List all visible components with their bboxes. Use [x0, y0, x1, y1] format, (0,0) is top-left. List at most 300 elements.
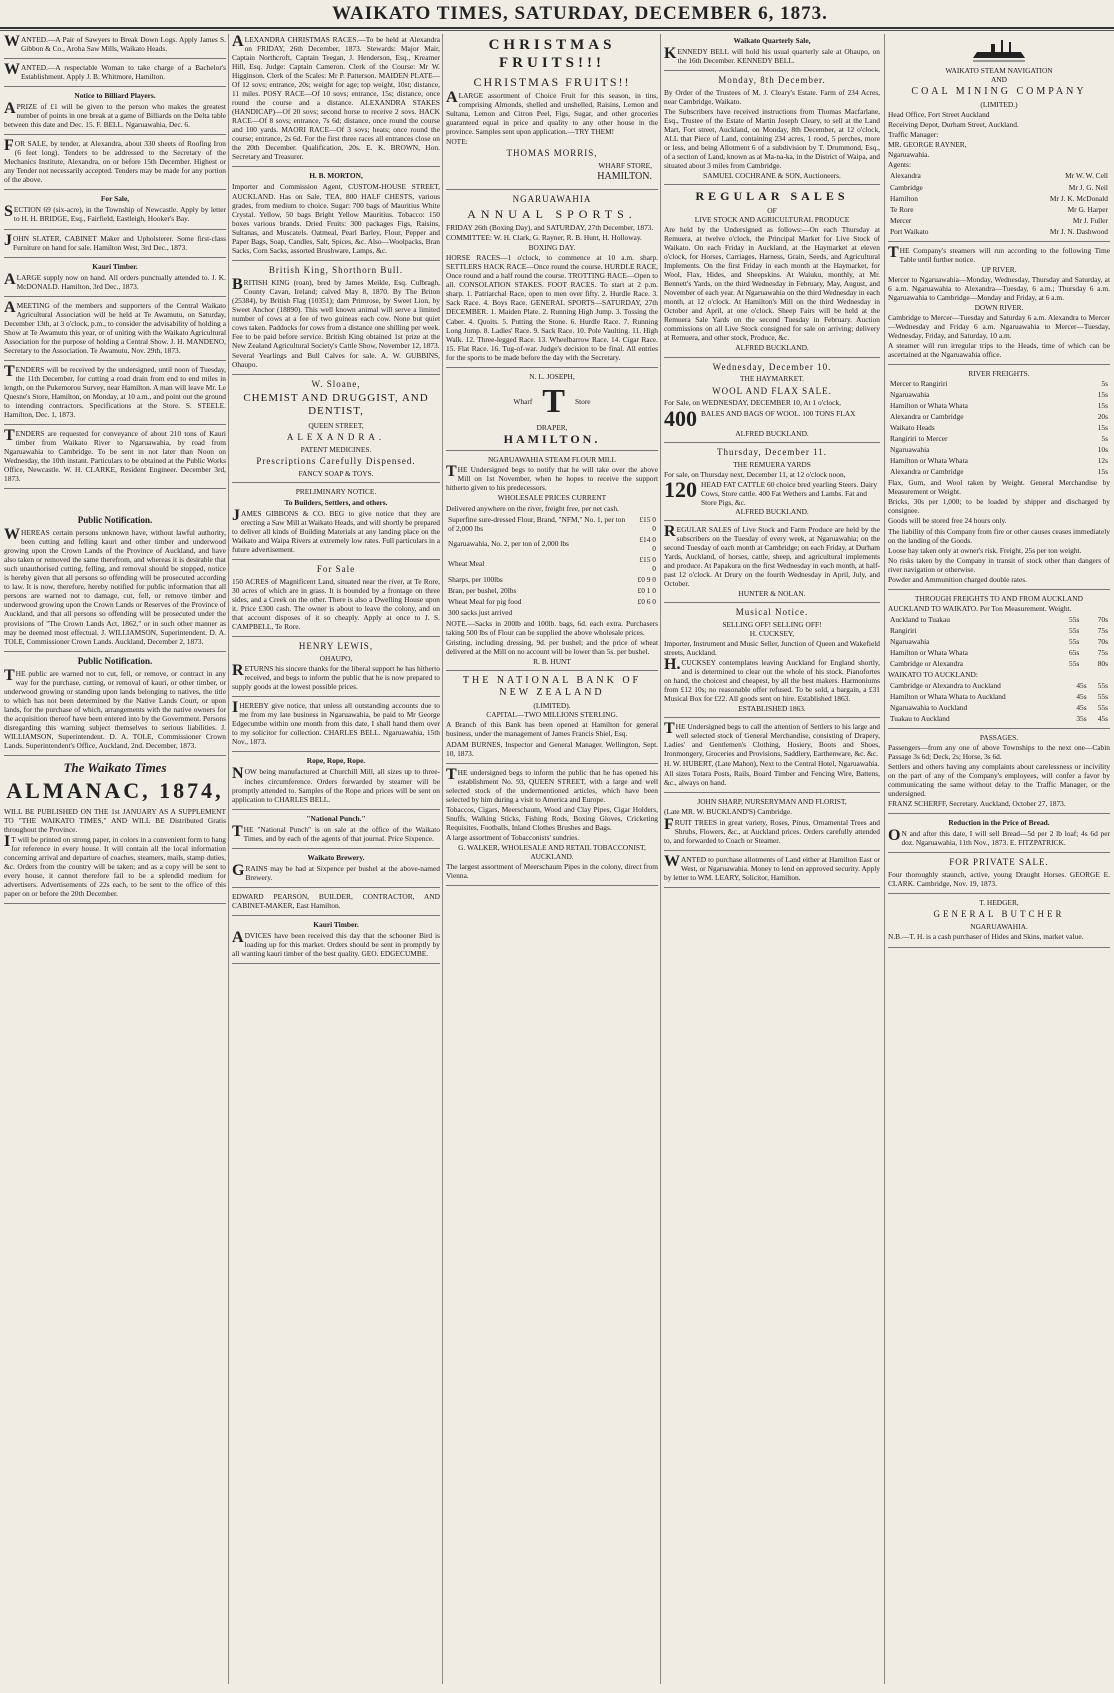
ad-heading: For Sale,: [100, 194, 130, 204]
table-cell: Superfine sure-dressed Flour, Brand, "NFM," No. 1, per ton of 2,000 lbs: [448, 514, 626, 533]
table-cell: Bran, per bushel, 20lbs: [448, 585, 517, 595]
ad-heading: Thursday, December 11.: [716, 446, 828, 457]
ad-text: NOTE.—Sacks in 200lb and 100lb. bags, 6d. each extra. Purchasers taking 500 lbs of Flour can be supplied the above wholesale prices.: [446, 618, 658, 637]
ad-heading: Public Notification.: [77, 515, 153, 526]
ad-text: Loose hay taken only at owner's risk. Freight, 25s per ton weight.: [888, 545, 1082, 555]
ad-public-notification-1: [4, 515, 226, 651]
ad-passages: [888, 733, 1110, 814]
ad-annual-sports: [446, 194, 658, 368]
column-3: [446, 34, 658, 1684]
ad-text: THE HAYMARKET.: [739, 374, 805, 384]
ad-text: (LIMITED).: [533, 701, 571, 711]
table-row: [888, 411, 1110, 422]
table-cell: Mr G. Harper: [1067, 204, 1108, 214]
ad-text: Cambridge to Mercer—Tuesday and Saturday 6 a.m. Alexandra to Mercer—Wednesday and Friday 6 a.m. Ngaruawahia to Mercer—Tuesday, Wednesday, Friday, and Saturday, 10 a.m.: [888, 312, 1110, 340]
ad-text: FRANZ SCHERFF, Secretary. Auckland, October 27, 1873.: [888, 799, 1066, 809]
ad-timetable: [888, 243, 1110, 365]
table-cell: 300 sacks just arrived: [448, 607, 513, 617]
ad-text: (Late MR. W. BUCKLAND'S) Cambridge.: [664, 807, 792, 817]
ad-heading: THE NATIONAL BANK OF NEW ZEALAND: [462, 675, 642, 699]
ad-pearson: [232, 892, 440, 916]
ad-text: Gristing, including dressing, 9d. per bushel; and the price of wheat delivered at the Mill on no account will be lower than 5s. per bushel.: [446, 637, 658, 656]
ad-text: APRIZE of £1 will be given to the person who makes the greatest number of points in one break at a game of Billiards on the Delta table between this date and Dec. 15. F. BELL. Ngaruawahia, Dec. 6.: [4, 100, 226, 130]
ad-hunter-nolan: [664, 522, 880, 603]
table-row: [888, 422, 1110, 433]
table-cell: 45s: [1076, 680, 1087, 690]
table-cell: Hamilton or Whata Whata: [890, 401, 968, 411]
table-cell: 55s: [1069, 658, 1080, 668]
ad-text: The largest assortment of Meerschaum Pipes in the colony, direct from Vienna.: [446, 861, 658, 880]
ad-text: WHEREAS certain persons unknown have, without lawful authority, been cutting and felling kauri and other timber and underwood growing upon the Crown Lands of the Province of Auckland, and have also taken or removed the same therefrom, and whereas it is desirable that such unauthorised cutting, felling, and removal should be stopped, notice is hereby given that all persons so offending will be prosecuted according to law. It is now, therefore, hereby notified for public information that all persons are warned not to damage, cut, fell, or remove timber and underwood growing upon the Crown Lands or Reserves of the Province of Auckland, and that all persons so offending will be prosecuted under the provisions of "The Crown Lands Act, 1862," or in such other manner as may be deemed most effectual. J. WILLIAMSON, Superintendent. D. A. TOLE, Commissioner Crown Lands. Auckland, December 2, 1873.: [4, 526, 226, 646]
ad-heading: For Sale: [316, 564, 356, 575]
table-row: [888, 625, 1110, 636]
table-cell: Port Waikato: [890, 226, 929, 236]
ad-heading: Reduction in the Price of Bread.: [948, 818, 1050, 828]
ad-heading: THROUGH FREIGHTS TO AND FROM AUCKLAND: [915, 593, 1083, 603]
table-cell: Hamilton or Whata Whata: [890, 456, 968, 466]
masthead-bar: [0, 0, 1114, 30]
ad-heading: Waikato Quarterly Sale,: [733, 36, 811, 45]
almanac-title: ALMANAC, 1874,: [6, 777, 224, 803]
ad-heading: COAL MINING COMPANY: [911, 86, 1087, 98]
table-cell: £0 1 0: [637, 585, 656, 595]
table-row: [888, 636, 1110, 647]
ad-heading: Waikato Brewery.: [307, 852, 365, 862]
ad-text: Tobaccos, Cigars, Meerschaum, Wood and Clay Pipes, Cigar Holders, Snuffs, Walking Sticks, Fishing Rods, Boxing Gloves, Cricketing Requisites, Footballs, Inland Clothes Brushes and Bags.: [446, 804, 658, 832]
ad-wanted-land: [664, 852, 880, 888]
ad-text: THOMAS MORRIS,: [506, 148, 598, 159]
column-2: [232, 34, 440, 1684]
table-cell: Mercer to Rangiriri: [890, 379, 948, 389]
ad-christmas-races: [232, 35, 440, 167]
ad-heading: RIVER FREIGHTS.: [968, 369, 1030, 379]
ad-text: The Subscribers have received instructions from Thomas Macfarlane, Esq., Trustee of the Estate of Martin Joseph Cleary, to sell at the Land Mart, Fort street, Auckland, on Monday, 8th December, at 12 o'clock, ALL that Piece of Land, containing 234 acres, 1 rood, 5 perches, more or less, and being Allotment 6 of a subdivision by T. Drummond, Esq., of a section of Land, known as at Ma-na-ka, in the District of Waipa, and situated about 3 miles from Cambridge.: [664, 107, 880, 171]
ad-text: Mercer to Ngaruawahia—Monday, Wednesday, Thursday and Saturday, at 6 a.m. Ngaruawahia to Alexandra—Tuesday, 6 a.m.; Thursday 6 a.m. Ngaruawahia to Cambridge—Monday and Friday, at 6 a.m.: [888, 274, 1110, 302]
table-cell: £15 0 0: [639, 554, 656, 573]
ad-text: KENNEDY BELL will hold his usual quarterly sale at Ohaupo, on the 16th December. KENNEDY BELL.: [664, 45, 880, 66]
ad-for-sale-land: [232, 564, 440, 637]
ad-brewery: [232, 853, 440, 888]
ad-text: H. W. HUBERT, (Late Mahon), Next to the Central Hotel, Ngaruawahia.: [664, 759, 880, 769]
ad-text: ADAM BURNES, Inspector and General Manager. Wellington, Sept. 10, 1873.: [446, 739, 658, 758]
ad-christmas-fruits: [446, 36, 658, 190]
table-row: [446, 574, 658, 585]
ad-heading: Kauri Timber.: [313, 919, 359, 929]
ad-text: Flax, Gum, and Wool taken by Weight. General Merchandise by Measurement or Weight.: [888, 478, 1110, 497]
ad-cabinet-maker: [4, 231, 226, 258]
steamer-icon: [973, 36, 1025, 64]
ad-text: ALARGE assortment of Choice Fruit for this season, in tins, comprising Almonds, shelled and unshelled, Raisins, Lemon and Sultana, Lemon and Citron Peel, Figs, Sugar, and other groceries guaranteed equal in price and quality to any other house in the province. Samples sent upon application.—TRY THEM!: [446, 89, 658, 137]
table-row: [446, 607, 658, 618]
ad-text: ALEXANDRA.: [286, 431, 386, 442]
ad-text: A steamer will run irregular trips to the Heads, time of which can be ascertained at the Ngaruawahia office.: [888, 340, 1110, 359]
table-cell: 55s: [1097, 691, 1108, 701]
table-row: [888, 466, 1110, 477]
ad-text: WANTED.—A respectable Woman to take charge of a Bachelor's Establishment. Apply J. B. Whitmore, Hamilton.: [4, 61, 226, 82]
ad-john-sharp: [664, 797, 880, 850]
wool-lot: [664, 409, 880, 429]
ad-text: For sale, on Thursday next, December 11, at 12 o'clock noon,: [664, 469, 846, 479]
ad-heading: "National Punch.": [306, 813, 366, 823]
table-cell: Auckland to Tuakau: [890, 614, 950, 624]
ad-text: THE Undersigned begs to notify that he will take over the above Mill on 1st November, when he hopes to receive the support hitherto given to his predecessors.: [446, 463, 658, 493]
ad-henry-lewis: [232, 641, 440, 697]
ad-text: FANCY SOAP & TOYS.: [298, 468, 374, 478]
table-cell: Rangiriri: [890, 625, 917, 635]
ad-text: ALARGE supply now on hand. All orders punctually attended to. J. K. McDONALD. Hamilton, 3rd Dec., 1873.: [4, 270, 226, 291]
ad-heading: W. Sloane,: [311, 379, 361, 389]
ad-text: The liability of this Company from fire or other causes ceases immediately on the landing of the Goods.: [888, 526, 1110, 545]
joseph-emblem: [446, 381, 658, 423]
table-cell: Ngaruawahia: [890, 390, 930, 400]
table-cell: Mr J. G. Neil: [1068, 182, 1108, 192]
ad-text: Are held by the Undersigned as follows:—On each Thursday at Remuera, at twelve o'clock, the Principal Market for Live Stock of Waikato. On each Friday in Auckland, at the Haymarket at eleven o'clock, for Horses, Carriages, Harness, Grain, Seeds, and Agricultural Implements. On the first Friday in each month at the Haymarket, for Wool, Flax, Hides, and Sheepskins. At Waiuku, monthly, at Mr. Bennett's Yards, on the third Wednesday in February, May, August, and November of each year. At Ngaruawahia on the third Wednesday in each month, at 12 o'clock. At Hamilton's Mill on the third Wednesday in October and April, at one o'clock. Sheep Fairs will be held at the Remuera Sale Yards on the second Tuesday in February. Auction commissions on all Live Stock consigned for sale on arriving; delivery at Remuera, and other stock, Produce, &c.: [664, 225, 880, 343]
ad-almanac: [4, 760, 226, 904]
ad-text: Importer and Commission Agent, CUSTOM-HOUSE STREET, AUCKLAND. Has on Sale, TEA, 800 HALF CHESTS, various grades, from medium to choice. Sugar: 700 bags of Mauritius White Crystal. Yellow, 50 bags Bright Yellow Mauritius. Tobacco: 150 boxes various brands. Dried Fruits: 300 packages Figs, Raisins, Sultanas, and Muscatels. Oatmeal, Pearl Barley, Flour, Pepper and Paper Bags, Soap, Candles, Salt, Spices, &c. Also—Woolpacks, Bran Sacks, Corn Sacks, assorted Brushware, Lamps, &c.: [232, 182, 440, 255]
ad-text: FRIDAY 26th (Boxing Day), and SATURDAY, 27th December, 1873.: [446, 223, 654, 233]
ad-text: A large assortment of Tobacconists' sundries.: [446, 832, 580, 842]
table-cell: 80s: [1097, 658, 1108, 668]
ad-text: BRITISH KING (roan), bred by James Meikle, Esq. Culbragh, County Cavan, Ireland; calved May 8, 1870. By The Briton (25384), by British Flag (10351); dam Primrose, by Sweet Lion, by Sweet Anchor (18890). This well known animal will serve a limited number of cows at a fee of two guineas each cow. None but quiet cows taken. Paddocks for cows from a distance one shilling per week. Fee to be paid before service. British King obtained 1st prize at the New Zealand Agricultural Society's Cattle Show, November 12, 1873.: [232, 275, 440, 350]
ad-text: THE undersigned begs to inform the public that he has opened his establishment No. 93, QUEEN STREET, with a large and well selected stock of the undermentioned articles, which have been selected by him during a visit to America and Europe.: [446, 765, 658, 804]
ad-text: Traffic Manager:: [888, 130, 939, 140]
ad-text: Head Office, Fort Street Auckland: [888, 110, 990, 120]
table-cell: Cambridge: [890, 182, 923, 192]
ad-text: OHAUPO,: [319, 654, 353, 664]
ad-text: SELLING OFF! SELLING OFF!: [722, 619, 822, 629]
column-divider: [228, 34, 229, 1684]
ad-text: ALFRED BUCKLAND.: [735, 343, 809, 353]
ad-text: Wharf: [513, 397, 533, 407]
table-cell: Ngaruawahia, No. 2, per ton of 2,000 lbs: [448, 539, 569, 549]
ad-text: HAMILTON.: [597, 171, 652, 183]
table-cell: [634, 607, 658, 618]
table-cell: Ngaruawahia: [890, 445, 930, 455]
ad-heading: British King, Shorthorn Bull.: [268, 264, 404, 275]
table-cell: 70s: [1097, 614, 1108, 624]
ad-text: CAPITAL—TWO MILLIONS STERLING.: [486, 710, 618, 720]
ad-text: AMEETING of the members and supporters of the Central Waikato Agricultural Association will be held at Te Awamutu, on Saturday, December 13th, at 3 o'clock, p.m., to consider the advisability of holding a Show at Te Awamutu this year, or of uniting with the Waikato Agricultural Association for the purpose of holding a Central Show. J. H. MANDENO, Secretary to the Association. Te Awamutu, Nov. 29th, 1873.: [4, 298, 226, 355]
table-cell: Sharps, per 100lbs: [448, 574, 503, 584]
ad-text: THE Company's steamers will run according to the following Time Table until further notice.: [888, 243, 1110, 264]
ad-heading: WOOL AND FLAX SALE.: [712, 385, 832, 396]
ad-text: All sizes Totara Posts, Rails, Board Timber and Fencing Wire, Battens, &c., always on hand.: [664, 769, 880, 788]
table-row: [888, 389, 1110, 400]
ad-text: JOHN SLATER, CABINET Maker and Upholsterer. Some first-class Furniture on hand for sale. Hamilton West, 3rd Dec., 1873.: [4, 231, 226, 252]
table-cell: Alexandra or Cambridge: [890, 467, 964, 477]
ad-heading: JOHN SHARP, NURSERYMAN AND FLORIST,: [697, 797, 847, 807]
ad-text: Goods will be stored free 24 hours only.: [888, 516, 1007, 526]
ad-text: IHEREBY give notice, that unless all outstanding accounts due to me from my late business in Ngaruawahia, be paid to Mr George Edgecumbe within one month from this date, I shall hand them over to my solicitor for collection. CHARLES BELL. Ngaruawahia, 15th Nov., 1873.: [232, 699, 440, 747]
ad-text: Delivered anywhere on the river, freight free, per net cash.: [446, 503, 619, 513]
table-row: [888, 444, 1110, 455]
ad-text: BOXING DAY.: [528, 243, 576, 253]
table-row: [888, 378, 1110, 389]
ad-heading: Public Notification.: [77, 655, 153, 666]
ad-hubert: [664, 722, 880, 793]
ad-heading: NGARUAWAHIA: [512, 193, 592, 204]
table-cell: 20s: [1097, 412, 1108, 422]
ad-text: WANTED.—A Pair of Sawyers to Break Down Logs. Apply James S. Gibbon & Co., Aroha Saw Mills, Waikato Heads.: [4, 34, 226, 54]
ad-text: HAMILTON.: [503, 431, 601, 446]
table-cell: 55s: [1097, 680, 1108, 690]
table-row: [888, 691, 1110, 702]
ad-meeting: [4, 298, 226, 361]
ad-text: N. L. JOSEPH,: [529, 371, 575, 381]
ad-text: EDWARD PEARSON, BUILDER, CONTRACTOR, AND CABINET-MAKER, East Hamilton.: [232, 891, 440, 910]
table-cell: Ngaruawahia: [890, 636, 930, 646]
table-cell: 55s: [1069, 614, 1080, 624]
table-cell: 5s: [1101, 379, 1108, 389]
ad-text: A Branch of this Bank has been opened at Hamilton for general business, under the management of James Francis Shiel, Esq.: [446, 720, 658, 739]
ad-text: Receiving Depot, Durham Street, Auckland.: [888, 120, 1019, 130]
table-cell: 55s: [1069, 625, 1080, 635]
ad-text: G. WALKER, WHOLESALE AND RETAIL TOBACCONIST, AUCKLAND.: [458, 842, 646, 861]
ad-heading: CHRISTMAS FRUITS!!!: [488, 37, 616, 72]
ad-billiards: [4, 91, 226, 135]
ad-text: Ngaruawahia.: [888, 150, 930, 160]
table-cell: Hamilton: [890, 193, 918, 203]
table-cell: 15s: [1097, 423, 1108, 433]
ad-text: THE public are warned not to cut, fell, or remove, or contract in any way for the purchase, cutting, or removal of kauri, or other timber, or underwood growing or standing upon lands belonging to natives, the title to which has not been determined by the Native Lands Court, or upon lands, for the purchase of which, arrangements with the native owners for the acquisition thereof have been entered into by the Government. Persons disregarding this warning subject themselves to serious liabilities. J. WILLIAMSON, Superintendent. D. A. TOLE, Commissioner Crown Lands. Superintendent's Office, Auckland, 2nd. December, 1873.: [4, 666, 226, 750]
ad-public-notification-2: [4, 656, 226, 756]
table-cell: Cambridge or Alexandra to Auckland: [890, 680, 1001, 690]
ad-text: Prescriptions Carefully Dispensed.: [256, 455, 416, 466]
through-table: [888, 614, 1110, 669]
table-cell: Hamilton or Whata Whata: [890, 647, 968, 657]
ad-text: SECTION 69 (six-acre), in the Township of Newcastle. Apply by letter to H. H. BRIDGE, Esq., Fairfield, Eastleigh, Hooker's Bay.: [4, 203, 226, 224]
ad-text: MR. GEORGE RAYNER,: [888, 140, 967, 150]
ad-text: Settlers and others having any complaints about carelessness or incivility on the part of any of the Company's employees, will confer a favor by communicating the same without delay to the Traffic Manager, or the undersigned.: [888, 762, 1110, 799]
table-cell: 15s: [1097, 390, 1108, 400]
table-row: [888, 226, 1110, 237]
ad-text: R. B. HUNT: [533, 656, 571, 666]
table-row: [888, 170, 1110, 181]
ad-heading: PASSAGES.: [979, 733, 1019, 743]
ad-text: ON and after this date, I will sell Bread—5d per 2 lb loaf; 4s 6d per doz. Ngaruawahia, 11th Nov., 1873. E. FITZPATRICK.: [888, 827, 1110, 848]
ad-text: WILL BE PUBLISHED ON THE 1st JANUARY AS A SUPPLEMENT TO "THE WAIKATO TIMES," AND WILL BE Distributed Gratis throughout the Province.: [4, 806, 226, 834]
ad-quarterly-sale: [664, 36, 880, 71]
ad-bread: [888, 818, 1110, 853]
ad-text: WANTED to purchase allotments of Land either at Hamilton East or West, or Ngaruawahia. Money to lend on approved security. Apply by letter to WM. LEARY, Solicitor, Hamilton.: [664, 852, 880, 882]
table-cell: 65s: [1069, 647, 1080, 657]
ad-national-bank: [446, 675, 658, 764]
table-cell: Hamilton or Whata Whata to Auckland: [890, 691, 1006, 701]
column-1: [4, 34, 226, 1684]
ad-heading: Monday, 8th December.: [718, 75, 826, 86]
ad-text: N.B.—T. H. is a cash purchaser of Hides and Skins, market value.: [888, 932, 1084, 942]
ad-text: Store: [574, 397, 591, 407]
ad-heading: Wednesday, December 10.: [712, 361, 832, 372]
ad-text: By Order of the Trustees of M. J. Cleary's Estate. Farm of 234 Acres, near Cambridge, Waikato.: [664, 88, 880, 107]
ad-regular-sales: [664, 189, 880, 357]
ad-heading: HENRY LEWIS,: [298, 641, 374, 652]
ad-heading: GENERAL BUTCHER: [933, 909, 1065, 920]
lot-number: 400: [664, 408, 697, 429]
ad-heading: PRELIMINARY NOTICE.: [295, 486, 377, 496]
ad-text: H.CUCKSEY contemplates leaving Auckland for England shortly, and is determined to clear out the whole of his stock. Pianofortes on hand, the choicest and cheapest, by all the best makers. Harmoniums from £12 10s; no reasonable offer refused. To be sold, a bargain, a £31 Musical Box for £22. All goods sent on hire. Established 1863.: [664, 656, 880, 704]
ad-heading: REGULAR SALES: [695, 189, 849, 204]
ad-subheading: CHRISTMAS FRUITS!!: [473, 74, 631, 89]
table-cell: £0 9 0: [637, 574, 656, 584]
table-cell: Mercer: [890, 215, 912, 225]
table-cell: Wheat Meal for pig food: [448, 596, 522, 606]
column-divider: [884, 34, 885, 1684]
to-auckland-table: [888, 680, 1110, 724]
table-cell: Alexandra: [890, 171, 921, 181]
column-4: [664, 34, 880, 1684]
table-row: [888, 215, 1110, 226]
ad-cleary-estate: [664, 75, 880, 185]
masthead-rule: [0, 27, 1114, 29]
table-cell: Wheat Meal: [448, 559, 485, 569]
table-cell: 75s: [1097, 625, 1108, 635]
ad-text: ESTABLISHED 1863.: [738, 704, 806, 714]
table-row: [888, 713, 1110, 724]
table-row: [888, 702, 1110, 713]
table-cell: 55s: [1069, 636, 1080, 646]
ad-text: FRUIT TREES in great variety, Roses, Pinus, Ornamental Trees and Shrubs, Flowers, &c., at Auckland prices. Orders carefully attended to, and forwarded to Coach or Steamer.: [664, 815, 880, 845]
ad-text: REGULAR SALES of Live Stock and Farm Produce are held by the subscribers on the Tuesday of every week, at Ngaruawahia; on the second Tuesday of each month at Cambridge; on each Friday, at Durham Yards, Auckland, of horses, cattle, sheep, and agricultural implements and produce. At Papakura on the first Wednesday in each month, at half-past 12 o'clock. At Drury on the fourth Wednesday in April, July, and October.: [664, 522, 880, 588]
ad-heading: ANNUAL SPORTS.: [467, 206, 637, 221]
ad-heading: WAIKATO STEAM NAVIGATION: [945, 66, 1053, 75]
ad-heading: FOR PRIVATE SALE.: [949, 857, 1049, 868]
ad-text: IT will be printed on strong paper, in colors in a convenient form to hang for reference in every house. It will contain all the local information concerning arrival and departure of coaches, steamers, mails, stamp duties, &c. Orders from the country will be taken; and as a copy will be sent to every house, it cannot therefore fail to be a splendid medium for advertisers. Advertisements of 22s each, to be sent to the office of this paper on or before the 20th December.: [4, 832, 226, 898]
ad-for-sale-section: [4, 194, 226, 229]
almanac-brand: The Waikato Times: [63, 759, 167, 775]
ad-text: T. HEDGER,: [979, 898, 1019, 908]
table-cell: 45s: [1097, 714, 1108, 724]
ad-text: HEAD FAT CATTLE 60 choice bred yearling Steers. Dairy Cows, Store cattle. 400 Fat Wethers and Lambs. Fat and Store Pigs, &c.: [701, 479, 878, 507]
ad-text: THE REMUERA YARDS: [733, 459, 811, 469]
ad-tenders-drain: [4, 362, 226, 425]
ad-subheading: CHEMIST AND DRUGGIST, AND DENTIST,: [243, 391, 429, 418]
ad-text: SAMUEL COCHRANE & SON, Auctioneers.: [703, 171, 841, 181]
ad-roofing-tender: [4, 139, 226, 190]
table-row: [888, 433, 1110, 444]
ad-heading: To Builders, Settlers, and others.: [284, 497, 388, 507]
table-row: [446, 514, 658, 534]
ad-text: TENDERS are requested for conveyance of about 210 tons of Kauri timber from Waikato River to Ngaruawahia, by road from Ngaruawahia to Cambridge. To be sent in not later than Noon on Wednesday, the 10th instant. Particulars to be obtained at the Public Works Office, Newcastle. W. H. CLARKE, Resident Engineer. December 3rd, 1873.: [4, 427, 226, 484]
ad-heading: DOWN RIVER.: [974, 302, 1024, 312]
ad-text: (LIMITED.): [980, 100, 1018, 110]
ad-text: Importer, Instrument and Music Seller, Junction of Queen and Wakefield streets, Auckland.: [664, 638, 880, 657]
ad-sloane: [232, 379, 440, 483]
ad-text: GRAINS may be had at Sixpence per bushel at the above-named Brewery.: [232, 861, 440, 882]
ad-text: NGARUAWAHIA.: [970, 922, 1028, 932]
table-row: [888, 182, 1110, 193]
table-cell: 15s: [1097, 401, 1108, 411]
ad-text: ADVICES have been received this day that the schooner Bird is loading up for this market. Orders should be sent in promptly by all wanting kauri timber of the best quality. GEO. EDGECUMBE.: [232, 928, 440, 958]
table-cell: 45s: [1076, 703, 1087, 712]
table-cell: 70s: [1097, 636, 1108, 646]
table-cell: Cambridge or Alexandra: [890, 658, 964, 668]
ad-text: ALEXANDRA CHRISTMAS RACES.—To be held at Alexandra on FRIDAY, 26th December, 1873. Stewards: Major Mair, Captain Northcroft, Captain Teegan, J. Henderson, Esq., Kreamer Hill, Esq. Judge: Captain Cameron. Clerk of the Course: Mr W. Higginson. Clerk of the Scales: Mr P. Patterson. MAIDEN PLATE—Of 12 sovs; entrance, 20s; weight for age; top weight, 10st; distance, 11 miles. POSY RACE—Of 10 sovs; entrance, 15s; distance, once round the course and a distance. ALEXANDRA STAKES (HANDICAP)—Of 20 sovs; second horse to receive 2 sovs. HACK RACE—Of 8 sovs; entrance, 7s 6d; distance, once round the course and 100 yards. MAORI RACE—Of 3 sovs; heats; once round the course; entrance, 2s 6d. For the first three races all entrances close on the 20th December. Qualification, 20s. E. K. BROWN, Hon. Secretary and Treasurer.: [232, 34, 440, 162]
column-5: [888, 34, 1110, 1684]
table-row: [888, 658, 1110, 669]
ad-sawyers: [4, 35, 226, 59]
table-cell: 5s: [1101, 434, 1108, 444]
freights-table: [888, 378, 1110, 477]
agents-table: [888, 170, 1110, 236]
ad-rope: [232, 756, 440, 809]
table-row: [888, 455, 1110, 466]
ad-heading: Rope, Rope, Rope.: [306, 756, 366, 766]
ad-text: RETURNS his sincere thanks for the liberal support he has hitherto received, and begs to inform the public that he is now prepared to supply goods at the lowest possible prices.: [232, 662, 440, 692]
ad-text: Bricks, 30s per 1,000; to be loaded by shipper and discharged by consignee.: [888, 497, 1110, 516]
ad-wool-sale: [664, 362, 880, 443]
lot-number: 120: [664, 479, 697, 502]
ad-text: COMMITTEE: W. H. Clark, G. Rayner, R. B. Hunt, H. Holloway.: [446, 233, 642, 243]
ad-text: Four thoroughly staunch, active, young Draught Horses. GEORGE E. CLARK. Cambridge, Nov. 19, 1873.: [888, 870, 1110, 889]
table-cell: 55s: [1097, 703, 1108, 712]
table-row: [888, 680, 1110, 691]
table-cell: 75s: [1097, 647, 1108, 657]
ad-text: FOR SALE, by tender, at Alexandra, about 330 sheets of Roofing Iron (6 feet long). Tenders to be addressed to the Secretary of the Mechanics Institute, Alexandra, on or before 15th December. Highest or any Tender not necessarily accepted. Tenders may be made for any portion of the above.: [4, 137, 226, 185]
ad-text: THE Undersigned begs to call the attention of Settlers to his large and well selected stock of General Merchandise, consisting of Drapery, Ladies' and Gentlemen's Clothing, Hosiery, Boots and Shoes, Ironmongery, Groceries and Provisions, Saddlery, Earthenware, &c. &c.: [664, 720, 880, 759]
ad-text: JAMES GIBBONS & CO. BEG to give notice that they are erecting a Saw Mill at Waikato Heads, and will shortly be prepared to deliver all kinds of Building Materials at any landing place on the Waikato and Waipa Rivers at extremely low rates. Full particulars in a future advertisement.: [232, 506, 440, 554]
table-cell: Mr J. K. McDonald: [1049, 193, 1108, 203]
table-cell: £14 0 0: [639, 534, 656, 553]
ad-wanted-woman: [4, 63, 226, 87]
masthead-rule-thin: [0, 30, 1114, 31]
table-cell: Alexandra or Cambridge: [890, 412, 964, 422]
ad-steam-navigation: [888, 36, 1110, 242]
table-cell: 15s: [1097, 467, 1108, 477]
table-cell: 35s: [1076, 714, 1087, 724]
table-cell: £0 6 0: [637, 596, 656, 606]
ad-tenders-conveyance: [4, 429, 226, 489]
ad-text: PATENT MEDICINES.: [300, 444, 372, 454]
table-cell: £15 0 0: [639, 514, 656, 533]
column-divider: [660, 34, 661, 1684]
table-cell: 12s: [1097, 456, 1108, 466]
table-row: [888, 204, 1110, 215]
table-cell: Ngaruawahia to Auckland: [890, 703, 968, 712]
ad-heading: WHOLESALE PRICES CURRENT: [497, 493, 607, 503]
table-row: [888, 614, 1110, 625]
ad-subheading: LIVE STOCK AND AGRICULTURAL PRODUCE: [694, 215, 850, 225]
ad-kauri-timber-2: [232, 920, 440, 964]
ad-morton: [232, 171, 440, 260]
table-cell: Mr J. Fuller: [1072, 215, 1108, 225]
prices-table: [446, 514, 658, 618]
ad-text: WHARF STORE,: [598, 161, 652, 171]
ad-text: NOTE:: [446, 137, 468, 147]
ad-text: AND: [990, 75, 1007, 85]
ad-bell-notice: [232, 701, 440, 752]
table-row: [446, 585, 658, 596]
ad-musical-notice: [664, 607, 880, 718]
ad-hedger-butcher: [888, 898, 1110, 947]
ad-heading: H. B. MORTON,: [309, 171, 363, 181]
ad-text: QUEEN STREET,: [308, 420, 364, 430]
table-cell: Mr W. W. Cell: [1065, 171, 1108, 181]
ad-text: Several Yearlings and Bull Calves for sale. A. W. GUBBINS, Ohaupo.: [232, 350, 440, 369]
ad-text: No risks taken by the Company in transit of stock other than dangers of river navigation or otherwise.: [888, 555, 1110, 574]
ad-text: Agents:: [888, 160, 911, 170]
table-cell: Waikato Heads: [890, 423, 935, 433]
ad-text: 150 ACRES of Magnificent Land, situated near the river, at Te Rore, 30 acres of which are in grass. It is bounded by a frontage on three sides, and a Creek on the other. There is also a Dwelling House upon it. Price £300 cash. The owner is about to leave the colony, and on that account disposes of it so cheaply. Apply at once to J. S. CAMPBELL, Te Rore.: [232, 577, 440, 632]
ad-heading: NGARUAWAHIA STEAM FLOUR MILL: [487, 455, 617, 465]
table-row: [446, 534, 658, 554]
ad-heading: Kauri Timber.: [92, 261, 138, 271]
ad-text: HORSE RACES—1 o'clock, to commence at 10 a.m. sharp. SETTLERS HACK RACE—Once round the course. HURDLE RACE, Once round and a half round the course. TROTTING RACE—Open to all. CONSOLATION STAKES. FOOT RACES. To start at 2 p.m. sharp. 1. Patriarchal Race, open to men over fifty. 2. Hurdle Race. 3. Sack Race. 4. Boys Race. GENERAL SPORTS—SATURDAY, 27th DECEMBER. 1. Maiden Plate. 2. Running High Jump. 3. Tossing the Caber. 4. Quoits. 5. Putting the Stone. 6. Hurdle Race. 7. Running Long Jump. 8. Ladies' Race. 9. Sack Race. 10. Pole Vaulting. 11. High Walk. 12. Three-legged Race. 13. Wheelbarrow Race. 14. Cigar Race. 15. Flat Race. 16. Tug-of-war. Judge's decision to be final. All entries for the sports to be made before the day with the Secretary.: [446, 253, 658, 362]
ad-tobacconist: [446, 765, 658, 886]
ad-joseph-draper: [446, 372, 658, 452]
table-row: [888, 400, 1110, 411]
ad-text: ALFRED BUCKLAND.: [735, 506, 809, 516]
